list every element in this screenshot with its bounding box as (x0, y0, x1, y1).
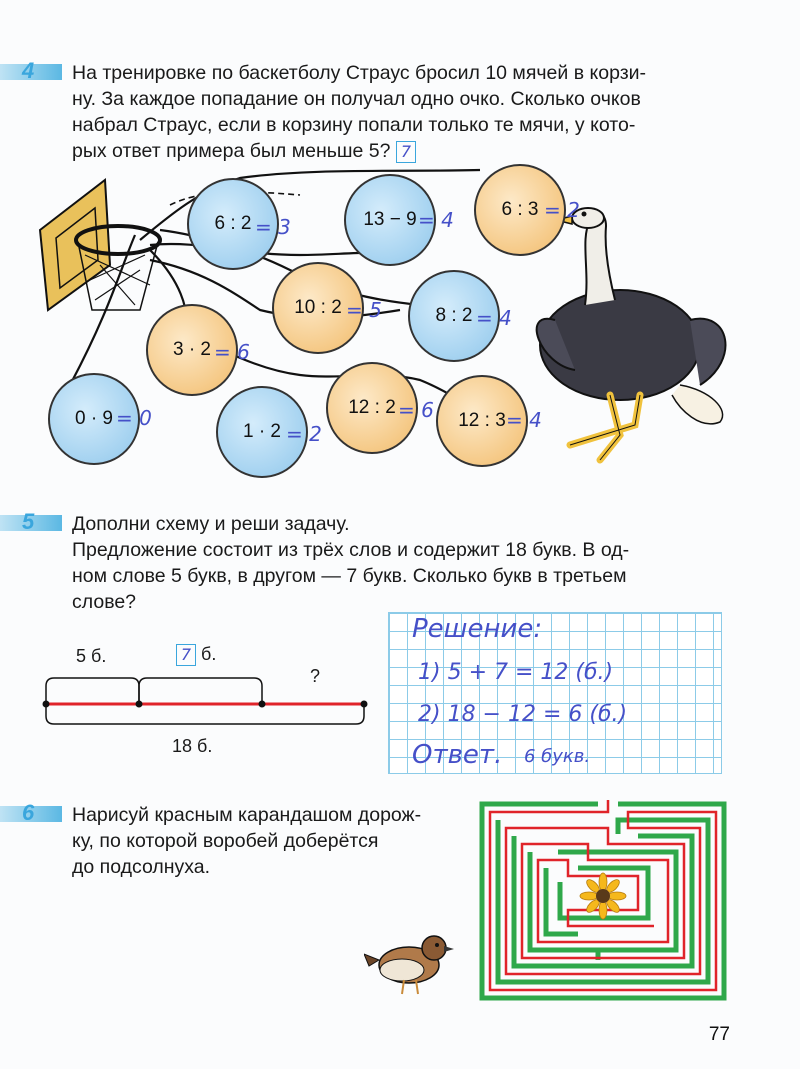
task-4-answer-box[interactable]: 7 (396, 141, 416, 163)
task-5-heading: Дополни схему и реши задачу. (72, 513, 350, 535)
ball-answer[interactable]: = 5 (346, 298, 382, 322)
scheme-seg1-label: 5 б. (76, 646, 107, 666)
task-5-line: слове? (72, 591, 137, 613)
task-5-text (72, 511, 732, 615)
task-6-line: ку, по которой воробей доберётся (72, 830, 379, 852)
scheme-seg3-label: ? (310, 666, 321, 686)
ball-expression: 1 · 2 (242, 421, 282, 442)
solution-step-1[interactable]: 1) 5 + 7 = 12 (б.) (418, 660, 614, 685)
ball-expression: 13 − 9 (363, 209, 417, 230)
ball-answer[interactable]: = 4 (506, 408, 542, 432)
ball-answer[interactable]: = 0 (116, 406, 152, 430)
task-4-text (72, 60, 732, 164)
answer-label: Ответ. (412, 740, 503, 770)
scheme-total-label: 18 б. (172, 736, 213, 756)
task-5-line: ном слове 5 букв, в другом — 7 букв. Сколько букв в третьем (72, 565, 627, 587)
ball-answer[interactable]: = 4 (418, 208, 454, 232)
ball-answer[interactable]: = 6 (214, 340, 250, 364)
ball-answer[interactable]: = 2 (544, 198, 580, 222)
ball-expression: 3 · 2 (172, 339, 212, 360)
task-6-line: до подсолнуха. (72, 856, 211, 878)
ball-expression: 6 : 3 (501, 199, 539, 220)
ball-expression: 12 : 3 (458, 410, 506, 431)
ball-answer[interactable]: = 2 (286, 422, 322, 446)
task-5-number: 5 (22, 509, 35, 534)
segment-scheme (36, 668, 376, 738)
solution-step-2[interactable]: 2) 18 − 12 = 6 (б.) (418, 702, 628, 727)
task-4-line: ну. За каждое попадание он получал одно очко. Сколько очков (72, 88, 641, 110)
solution-title: Решение: (412, 614, 543, 644)
task-4-line: На тренировке по баскетболу Страус бросил 10 мячей в корзи- (72, 62, 647, 84)
sunflower-icon (580, 873, 626, 919)
task-6-number: 6 (22, 800, 35, 825)
page-number: 77 (708, 1024, 730, 1045)
ball-expression: 6 : 2 (214, 213, 252, 234)
sparrow-icon (364, 920, 464, 1000)
scheme-seg2-unit: б. (201, 644, 217, 664)
basket-icon (40, 180, 160, 310)
ball-expression: 12 : 2 (348, 397, 396, 418)
task-4-number: 4 (22, 58, 35, 83)
ball-answer[interactable]: = 4 (476, 306, 512, 330)
task-5-line: Предложение состоит из трёх слов и содержит 18 букв. В од- (72, 539, 630, 561)
ball-expression: 0 · 9 (74, 408, 114, 429)
task-4-line-text: рых ответ примера был меньше 5? (72, 140, 391, 162)
task-4-line: набрал Страус, если в корзину попали только те мячи, у кото- (72, 114, 636, 136)
scheme-seg2-label (176, 644, 216, 666)
ball-expression: 8 : 2 (435, 305, 473, 326)
ball-answer[interactable]: = 6 (398, 398, 434, 422)
ball-answer[interactable]: = 3 (255, 215, 291, 239)
ostrich-icon (537, 208, 726, 460)
scheme-seg2-box[interactable]: 7 (176, 644, 196, 666)
ball-expression: 10 : 2 (294, 297, 342, 318)
task-6-text (72, 802, 462, 880)
answer-value[interactable]: 6 букв. (524, 746, 591, 767)
task-6-line: Нарисуй красным карандашом дорож- (72, 804, 422, 826)
maze (478, 800, 728, 1002)
